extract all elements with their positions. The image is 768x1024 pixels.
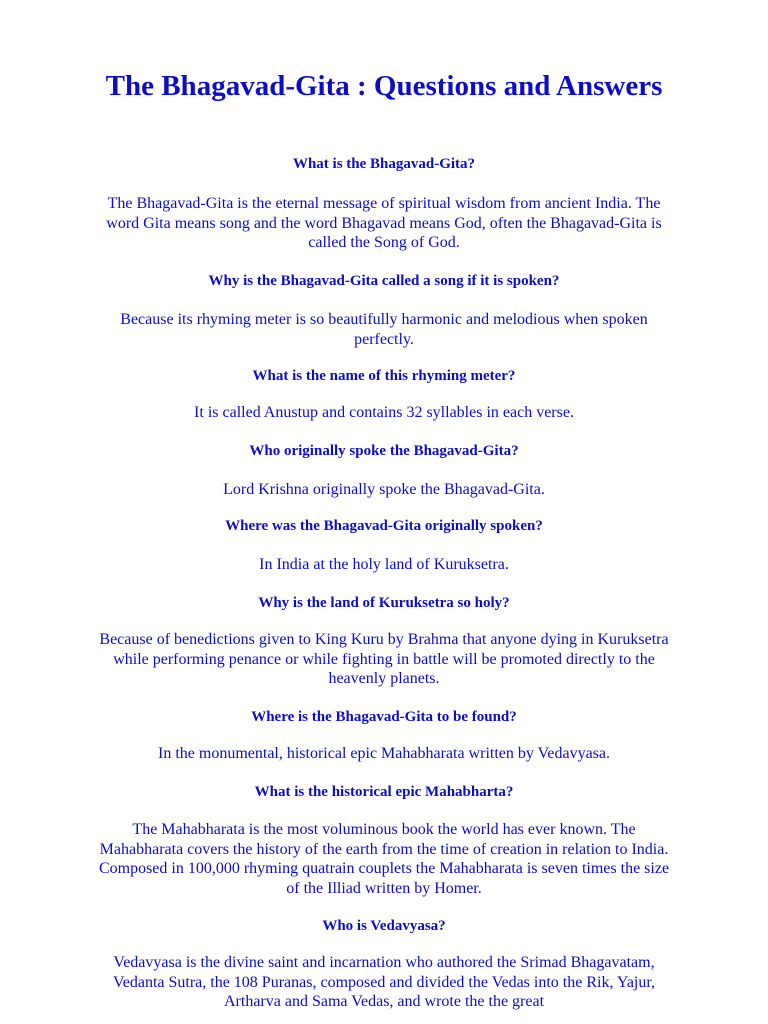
answer-6: Because of benedictions given to King Kuru by Brahma that anyone dying in Kuruksetra while performing penance or while fighting in battle will be promoted directly to the heavenly planets. — [99, 631, 669, 687]
answer-5: In India at the holy land of Kuruksetra. — [259, 556, 509, 573]
answer-8: The Mahabharata is the most voluminous book the world has ever known. The Mahabharata covers the history of the earth from the time of creation in relation to India. Composed in 100,000 rhyming quatrain couplets the Mahabharata is seven times the size of the Illiad written by Homer. — [98, 821, 670, 897]
question-7: Where is the Bhagavad-Gita to be found? — [251, 709, 517, 725]
answer-1: The Bhagavad-Gita is the eternal message of spiritual wisdom from ancient India. The word Gita means song and the word Bhagavad means God, often the Bhagavad-Gita is called the Song of God. — [106, 195, 662, 251]
question-9: Who is Vedavyasa? — [322, 918, 446, 934]
question-4: Who originally spoke the Bhagavad-Gita? — [249, 443, 519, 459]
answer-4: Lord Krishna originally spoke the Bhagavad-Gita. — [223, 481, 545, 498]
question-5: Where was the Bhagavad-Gita originally spoken? — [225, 518, 543, 534]
answer-9: Vedavyasa is the divine saint and incarnation who authored the Srimad Bhagavatam, Vedanta Sutra, the 108 Puranas, composed and divided the Vedas into the Rik, Yajur, Artharva and Sama Vedas, and wrote the the great — [112, 954, 656, 1010]
question-3: What is the name of this rhyming meter? — [252, 368, 516, 384]
page-title: The Bhagavad-Gita : Questions and Answers — [105, 70, 663, 102]
question-1: What is the Bhagavad-Gita? — [292, 156, 476, 172]
answer-2: Because its rhyming meter is so beautifully harmonic and melodious when spoken perfectly. — [120, 311, 648, 348]
answer-7: In the monumental, historical epic Mahabharata written by Vedavyasa. — [158, 745, 610, 762]
question-8: What is the historical epic Mahabharta? — [254, 784, 514, 800]
question-2: Why is the Bhagavad-Gita called a song if it is spoken? — [208, 273, 560, 289]
question-6: Why is the land of Kuruksetra so holy? — [258, 595, 510, 611]
answer-3: It is called Anustup and contains 32 syllables in each verse. — [194, 404, 574, 421]
